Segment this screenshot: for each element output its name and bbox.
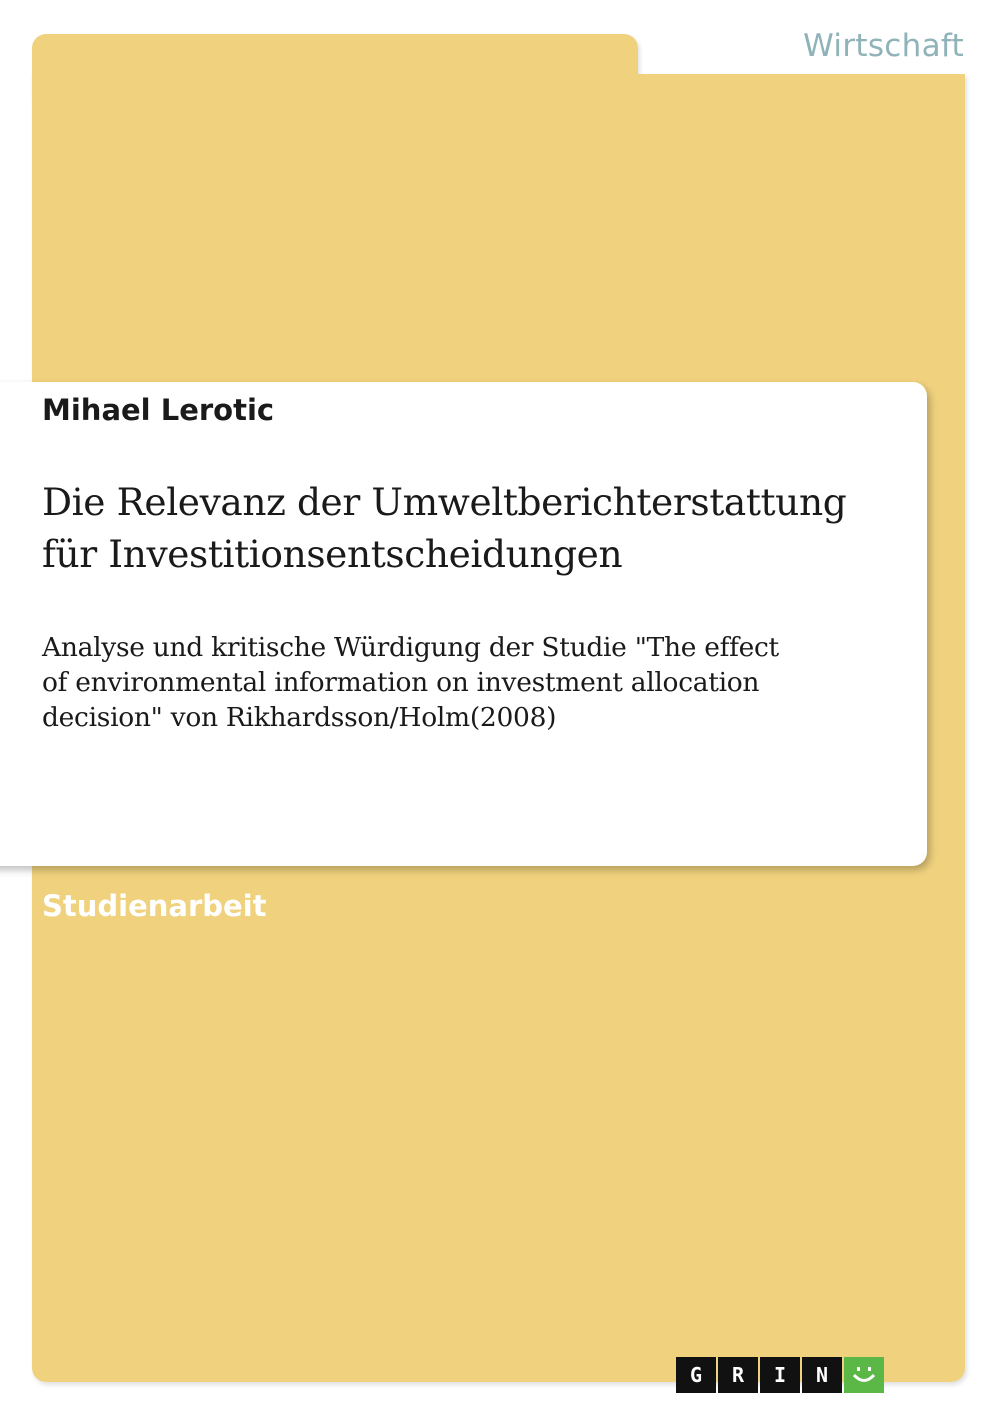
document-type: Studienarbeit bbox=[42, 889, 267, 923]
title-line: für Investitionsentscheidungen bbox=[42, 532, 623, 576]
logo-letter: N bbox=[802, 1357, 842, 1393]
subtitle-line: decision" von Rikhardsson/Holm(2008) bbox=[42, 702, 557, 733]
logo-letter: I bbox=[760, 1357, 800, 1393]
book-subtitle bbox=[42, 630, 912, 735]
book-title bbox=[42, 476, 902, 580]
smiley-icon bbox=[844, 1357, 884, 1393]
title-line: Die Relevanz der Umweltberichterstattung bbox=[42, 480, 847, 524]
grin-logo bbox=[676, 1357, 884, 1393]
category-label: Wirtschaft bbox=[803, 28, 964, 64]
subtitle-line: of environmental information on investment allocation bbox=[42, 667, 760, 698]
logo-letter: G bbox=[676, 1357, 716, 1393]
logo-letter: R bbox=[718, 1357, 758, 1393]
subtitle-line: Analyse und kritische Würdigung der Studie "The effect bbox=[42, 632, 779, 663]
author-name: Mihael Lerotic bbox=[42, 393, 275, 427]
title-card bbox=[0, 382, 927, 866]
cover-tab-join bbox=[32, 64, 638, 104]
